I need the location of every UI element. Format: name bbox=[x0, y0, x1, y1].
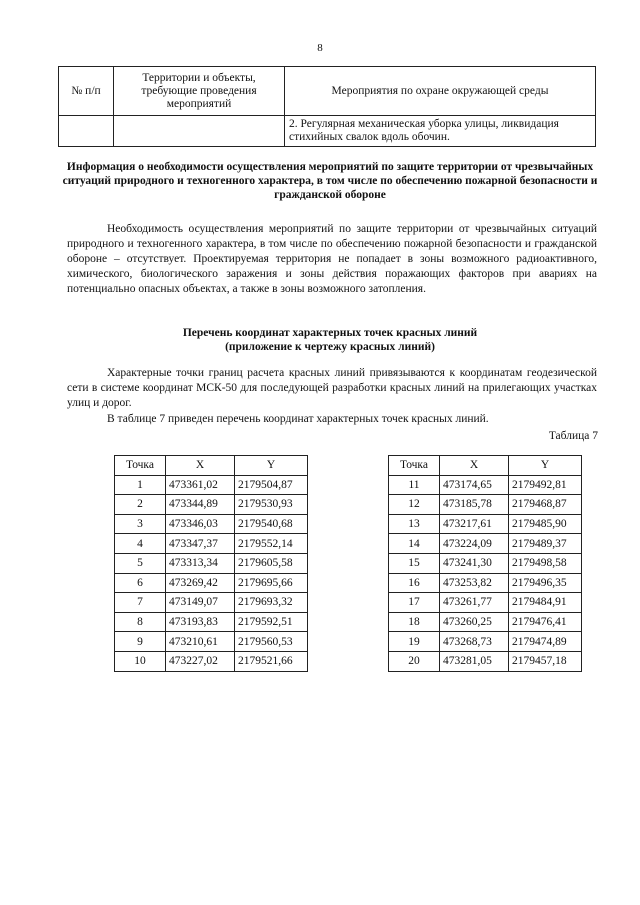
cell-y: 2179695,66 bbox=[235, 573, 308, 593]
cell-y: 2179492,81 bbox=[509, 475, 582, 495]
table-row bbox=[389, 651, 582, 671]
cell-y: 2179592,51 bbox=[235, 612, 308, 632]
cell-point: 4 bbox=[115, 534, 166, 554]
paragraph-emergency: Необходимость осуществления мероприятий по защите территории от чрезвычайных ситуаций природного и техногенного характера, в том числе по обеспечению пожарной безопасности и гражданской обороне – отсутствует. Проектируемая территория не попадает в зоны возможного радиоактивного, химического, биологического заражения и зоны действия поражающих факторов при авариях на потенциально опасных объектах, а также в зоны возможного затопления. bbox=[67, 223, 597, 295]
cell-y: 2179560,53 bbox=[235, 632, 308, 652]
cell-x: 473361,02 bbox=[166, 475, 235, 495]
cell-point: 1 bbox=[115, 475, 166, 495]
header-x: X bbox=[440, 456, 509, 476]
table-row bbox=[389, 553, 582, 573]
cell-point: 12 bbox=[389, 495, 440, 515]
cell-x: 473193,83 bbox=[166, 612, 235, 632]
table-row bbox=[389, 514, 582, 534]
coordinates-table-right bbox=[388, 455, 582, 672]
cell-y: 2179605,58 bbox=[235, 553, 308, 573]
cell-y: 2179552,14 bbox=[235, 534, 308, 554]
cell-x: 473185,78 bbox=[440, 495, 509, 515]
cell-x: 473260,25 bbox=[440, 612, 509, 632]
cell-point: 17 bbox=[389, 593, 440, 613]
table-row bbox=[115, 534, 308, 554]
cell-x: 473217,61 bbox=[440, 514, 509, 534]
header-measures: Мероприятия по охране окружающей среды bbox=[285, 67, 596, 116]
cell-y: 2179476,41 bbox=[509, 612, 582, 632]
cell-x: 473224,09 bbox=[440, 534, 509, 554]
table-row bbox=[115, 475, 308, 495]
table-row bbox=[389, 534, 582, 554]
table-row bbox=[115, 495, 308, 515]
cell-x: 473268,73 bbox=[440, 632, 509, 652]
cell-point: 19 bbox=[389, 632, 440, 652]
table-row bbox=[59, 116, 596, 147]
cell-point: 6 bbox=[115, 573, 166, 593]
table-row bbox=[115, 514, 308, 534]
cell-point: 5 bbox=[115, 553, 166, 573]
table-row bbox=[389, 632, 582, 652]
cell-point: 3 bbox=[115, 514, 166, 534]
cell-point: 10 bbox=[115, 651, 166, 671]
cell-x: 473227,02 bbox=[166, 651, 235, 671]
cell-number bbox=[59, 116, 114, 147]
cell-y: 2179489,37 bbox=[509, 534, 582, 554]
cell-x: 473281,05 bbox=[440, 651, 509, 671]
cell-y: 2179530,93 bbox=[235, 495, 308, 515]
coordinates-table-left bbox=[114, 455, 308, 672]
table-header-row bbox=[59, 67, 596, 116]
header-territories: Территории и объекты, требующие проведения мероприятий bbox=[114, 67, 285, 116]
cell-point: 14 bbox=[389, 534, 440, 554]
cell-point: 18 bbox=[389, 612, 440, 632]
paragraph-coordinates: Характерные точки границ расчета красных линий привязываются к координатам геодезической сети в системе координат МСК-50 для последующей разработки красных линий на прилегающих участках улиц и дорог. bbox=[67, 367, 597, 409]
table-caption: Таблица 7 bbox=[548, 430, 598, 442]
cell-x: 473174,65 bbox=[440, 475, 509, 495]
table-row bbox=[115, 553, 308, 573]
header-point: Точка bbox=[115, 456, 166, 476]
table-row bbox=[389, 593, 582, 613]
cell-y: 2179468,87 bbox=[509, 495, 582, 515]
table-row bbox=[115, 573, 308, 593]
cell-point: 15 bbox=[389, 553, 440, 573]
header-number: № п/п bbox=[59, 67, 114, 116]
cell-point: 11 bbox=[389, 475, 440, 495]
cell-y: 2179496,35 bbox=[509, 573, 582, 593]
cell-territories bbox=[114, 116, 285, 147]
cell-y: 2179693,32 bbox=[235, 593, 308, 613]
header-x: X bbox=[166, 456, 235, 476]
cell-x: 473313,34 bbox=[166, 553, 235, 573]
measures-table bbox=[58, 66, 596, 147]
header-y: Y bbox=[235, 456, 308, 476]
table-row bbox=[115, 612, 308, 632]
cell-y: 2179540,68 bbox=[235, 514, 308, 534]
header-point: Точка bbox=[389, 456, 440, 476]
cell-point: 2 bbox=[115, 495, 166, 515]
cell-x: 473346,03 bbox=[166, 514, 235, 534]
paragraph-table-ref: В таблице 7 приведен перечень координат характерных точек красных линий. bbox=[107, 413, 489, 425]
cell-x: 473344,89 bbox=[166, 495, 235, 515]
cell-x: 473253,82 bbox=[440, 573, 509, 593]
cell-y: 2179504,87 bbox=[235, 475, 308, 495]
coordinates-header-row bbox=[115, 456, 308, 476]
cell-point: 20 bbox=[389, 651, 440, 671]
table-row bbox=[115, 593, 308, 613]
section-title-coordinates: Перечень координат характерных точек красных линий (приложение к чертежу красных линий) bbox=[182, 327, 478, 353]
cell-x: 473269,42 bbox=[166, 573, 235, 593]
page-number: 8 bbox=[317, 42, 323, 54]
table-row bbox=[389, 573, 582, 593]
cell-y: 2179484,91 bbox=[509, 593, 582, 613]
cell-point: 7 bbox=[115, 593, 166, 613]
cell-x: 473241,30 bbox=[440, 553, 509, 573]
cell-point: 16 bbox=[389, 573, 440, 593]
coordinates-header-row bbox=[389, 456, 582, 476]
table-row bbox=[389, 612, 582, 632]
cell-x: 473261,77 bbox=[440, 593, 509, 613]
cell-measures: 2. Регулярная механическая уборка улицы, ликвидация стихийных свалок вдоль обочин. bbox=[285, 116, 596, 147]
table-row bbox=[389, 495, 582, 515]
header-y: Y bbox=[509, 456, 582, 476]
cell-y: 2179521,66 bbox=[235, 651, 308, 671]
cell-y: 2179485,90 bbox=[509, 514, 582, 534]
cell-x: 473347,37 bbox=[166, 534, 235, 554]
cell-y: 2179457,18 bbox=[509, 651, 582, 671]
cell-y: 2179498,58 bbox=[509, 553, 582, 573]
cell-point: 8 bbox=[115, 612, 166, 632]
table-row bbox=[115, 651, 308, 671]
section-title-emergency: Информация о необходимости осуществления мероприятий по защите территории от чрезвычайных ситуаций природного и техногенного характера, в том числе по обеспечению пожарной безопасности и гражданской обороне bbox=[62, 161, 598, 201]
cell-x: 473210,61 bbox=[166, 632, 235, 652]
table-row bbox=[389, 475, 582, 495]
table-row bbox=[115, 632, 308, 652]
cell-point: 13 bbox=[389, 514, 440, 534]
cell-x: 473149,07 bbox=[166, 593, 235, 613]
cell-y: 2179474,89 bbox=[509, 632, 582, 652]
cell-point: 9 bbox=[115, 632, 166, 652]
